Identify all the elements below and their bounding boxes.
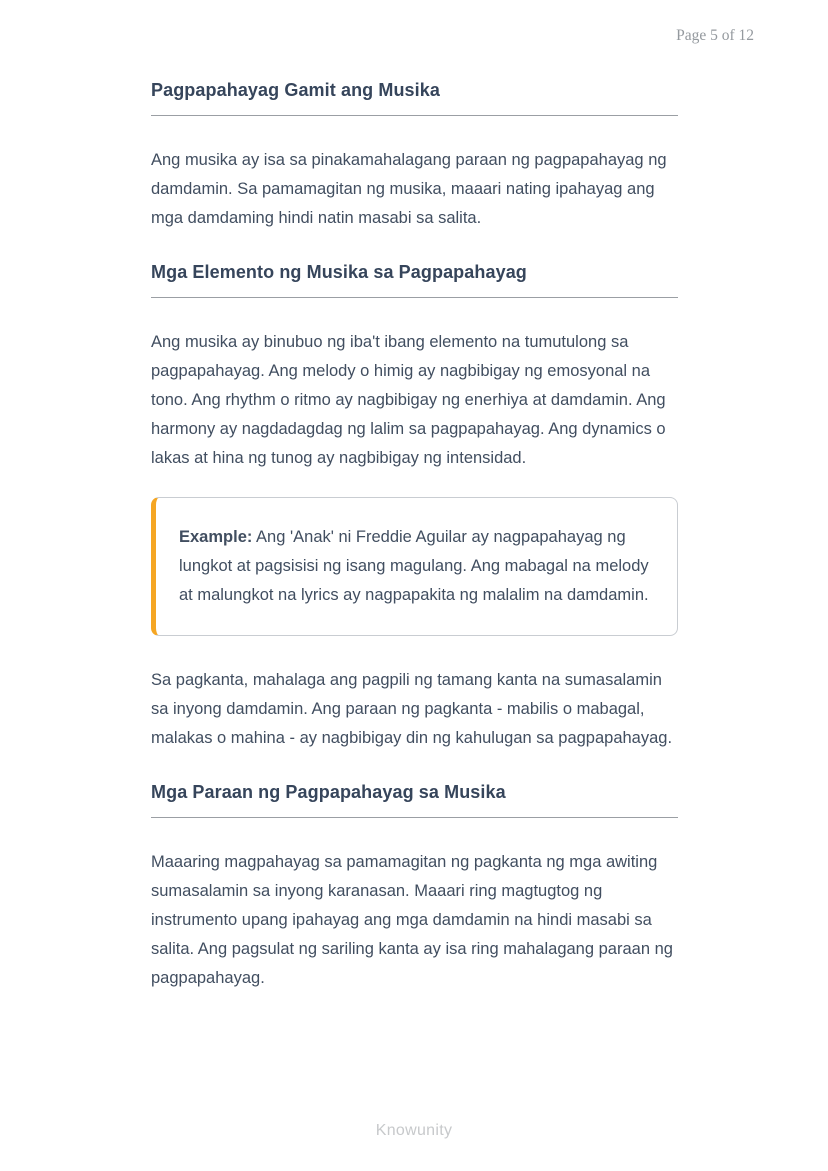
section-heading-pagpapahayag-gamit-ang-musika: Pagpapahayag Gamit ang Musika: [151, 80, 440, 100]
section-divider: [151, 115, 678, 116]
example-text: Ang 'Anak' ni Freddie Aguilar ay nagpapahayag ng lungkot at pagsisisi ng isang magulang. Ang mabagal na melody at malungkot na lyrics ay nagpapakita ng malalim na damdamin.: [179, 528, 649, 604]
section-heading-mga-elemento-ng-musika: Mga Elemento ng Musika sa Pagpapahayag: [151, 262, 527, 282]
page-indicator: Page 5 of 12: [676, 27, 754, 44]
footer-brand: Knowunity: [375, 1122, 453, 1139]
section-heading-mga-paraan-ng-pagpapahayag: Mga Paraan ng Pagpapahayag sa Musika: [151, 782, 506, 802]
paragraph-intro: Ang musika ay isa sa pinakamahalagang paraan ng pagpapahayag ng damdamin. Sa pamamagitan ng musika, maaari nating ipahayag ang mga damdaming hindi natin masabi sa salita.: [151, 151, 667, 227]
paragraph-pagkanta: Sa pagkanta, mahalaga ang pagpili ng tamang kanta na sumasalamin sa inyong damdamin. Ang paraan ng pagkanta - mabilis o mabagal, malakas o mahina - ay nagbibigay din ng kahulugan sa pagpapahayag.: [151, 671, 673, 747]
paragraph-paraan: Maaaring magpahayag sa pamamagitan ng pagkanta ng mga awiting sumasalamin sa inyong karanasan. Maaari ring magtugtog ng instrumento upang ipahayag ang mga damdamin na hindi masabi sa salita. Ang pagsulat ng sariling kanta ay isa ring mahalagang paraan ng pagpapahayag.: [151, 853, 673, 987]
section-divider: [151, 297, 678, 298]
example-callout-box: [151, 497, 678, 636]
document-content: [151, 0, 678, 993]
example-label: Example:: [179, 528, 253, 546]
paragraph-elemento: Ang musika ay binubuo ng iba't ibang elemento na tumutulong sa pagpapahayag. Ang melody o himig ay nagbibigay ng emosyonal na tono. Ang rhythm o ritmo ay nagbibigay ng enerhiya at damdamin. Ang harmony ay nagdadagdag ng lalim sa pagpapahayag. Ang dynamics o lakas at hina ng tunog ay nagbibigay ng intensidad.: [151, 333, 666, 467]
section-divider: [151, 817, 678, 818]
